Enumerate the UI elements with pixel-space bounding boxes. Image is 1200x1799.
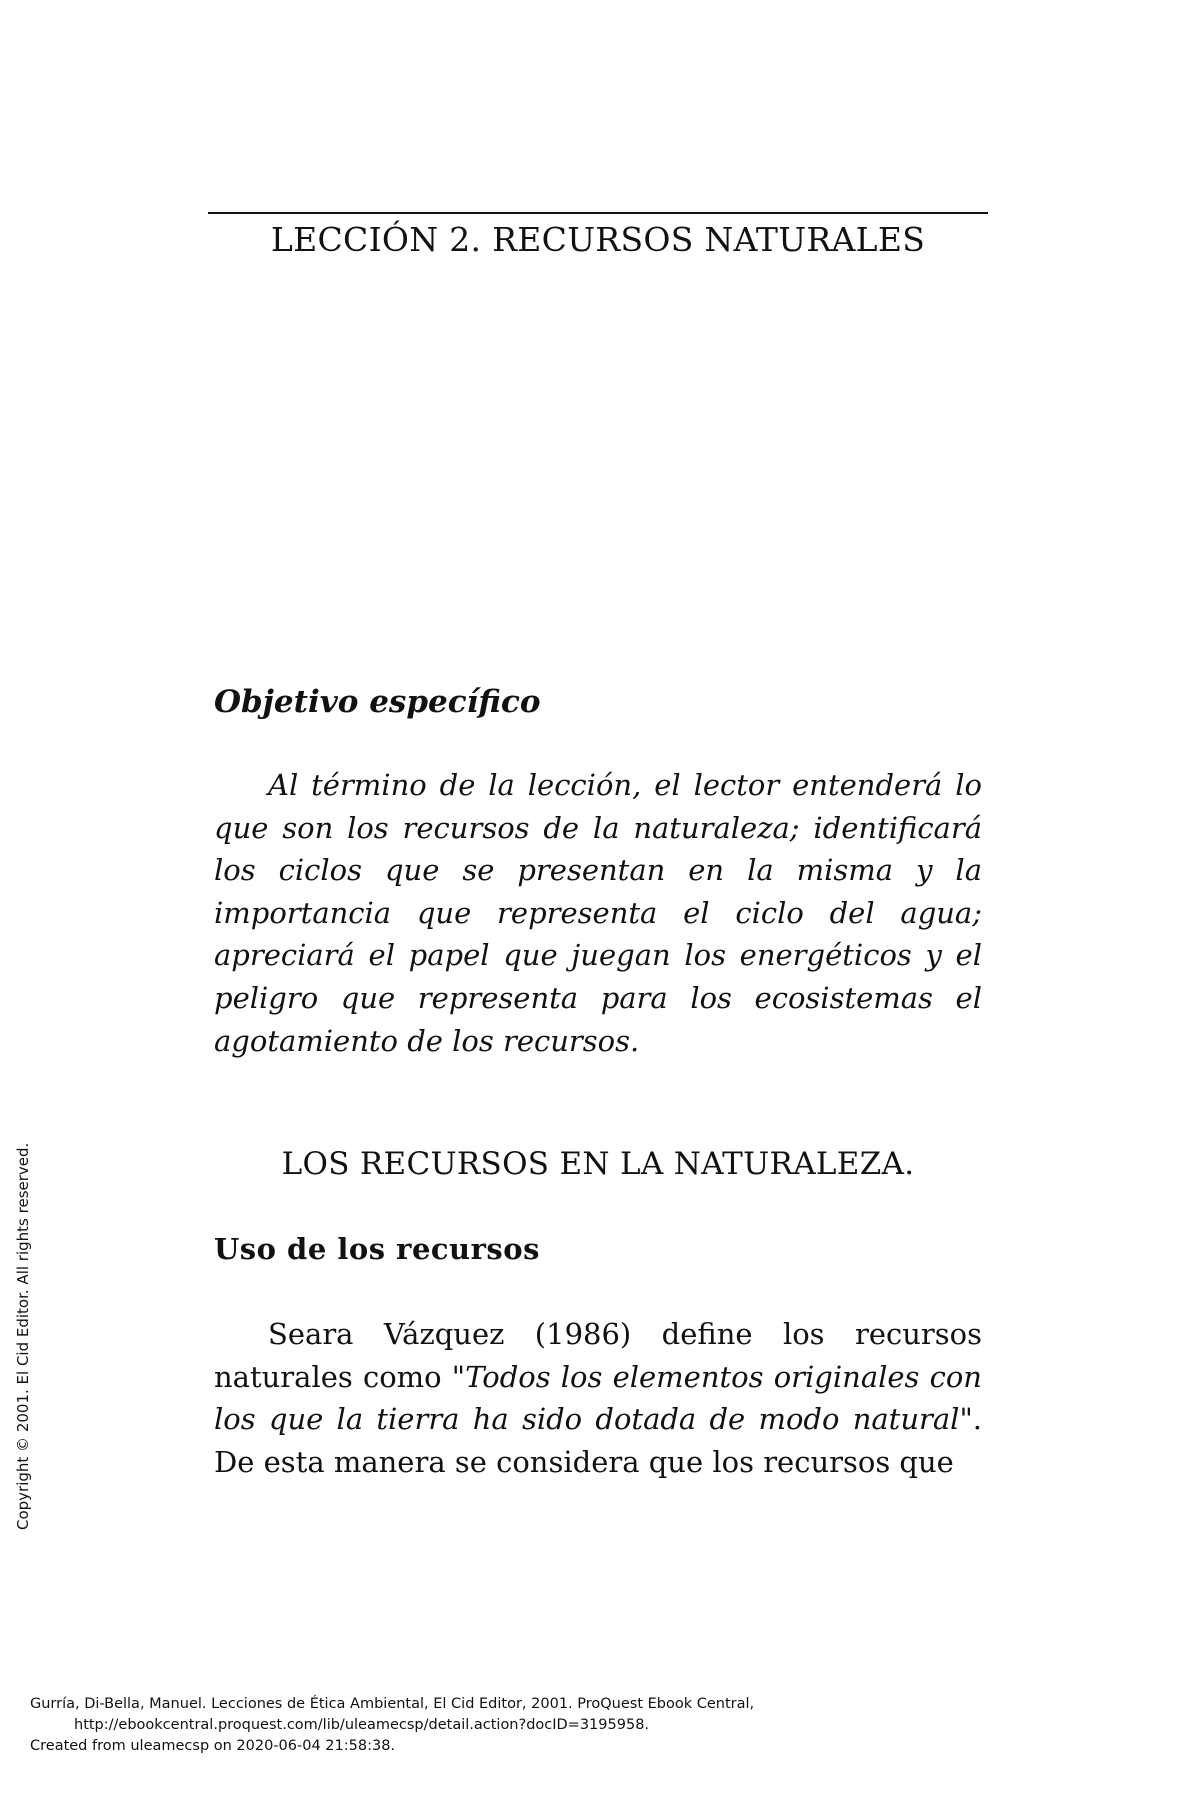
subsection-heading: Uso de los recursos [214, 1232, 540, 1266]
title-rule [208, 212, 988, 214]
footer [30, 1694, 1180, 1757]
side-copyright: Copyright © 2001. El Cid Editor. All rights reserved. [14, 1142, 32, 1530]
body-paragraph [214, 1313, 982, 1483]
section-heading: LOS RECURSOS EN LA NATURALEZA. [281, 1146, 915, 1182]
footer-created: Created from uleamecsp on 2020-06-04 21:58:38. [30, 1738, 396, 1754]
objective-paragraph: Al término de la lección, el lector entenderá lo que son los recursos de la naturaleza; identificará los ciclos que se presentan en la misma y la importancia que representa el ciclo del agua; apreciará el papel que juegan los energéticos y el peligro que representa para los ecosistemas el agotamiento de los recursos. [214, 768, 982, 1058]
footer-url[interactable]: http://ebookcentral.proquest.com/lib/uleamecsp/detail.action?docID=3195958. [74, 1717, 650, 1733]
objective-heading: Objetivo específico [214, 684, 541, 720]
body-quote: Todos los elementos originales con los que la tierra ha sido dotada de modo natural [214, 1359, 982, 1437]
footer-citation: Gurría, Di-Bella, Manuel. Lecciones de Ética Ambiental, El Cid Editor, 2001. ProQuest Ebook Central, [30, 1696, 755, 1712]
lesson-title: LECCIÓN 2. RECURSOS NATURALES [270, 220, 926, 259]
body-outro: ". De esta manera se considera que los recursos que [214, 1402, 982, 1479]
body-intro: Seara Vázquez (1986) define los recursos naturales como " [214, 1317, 982, 1394]
